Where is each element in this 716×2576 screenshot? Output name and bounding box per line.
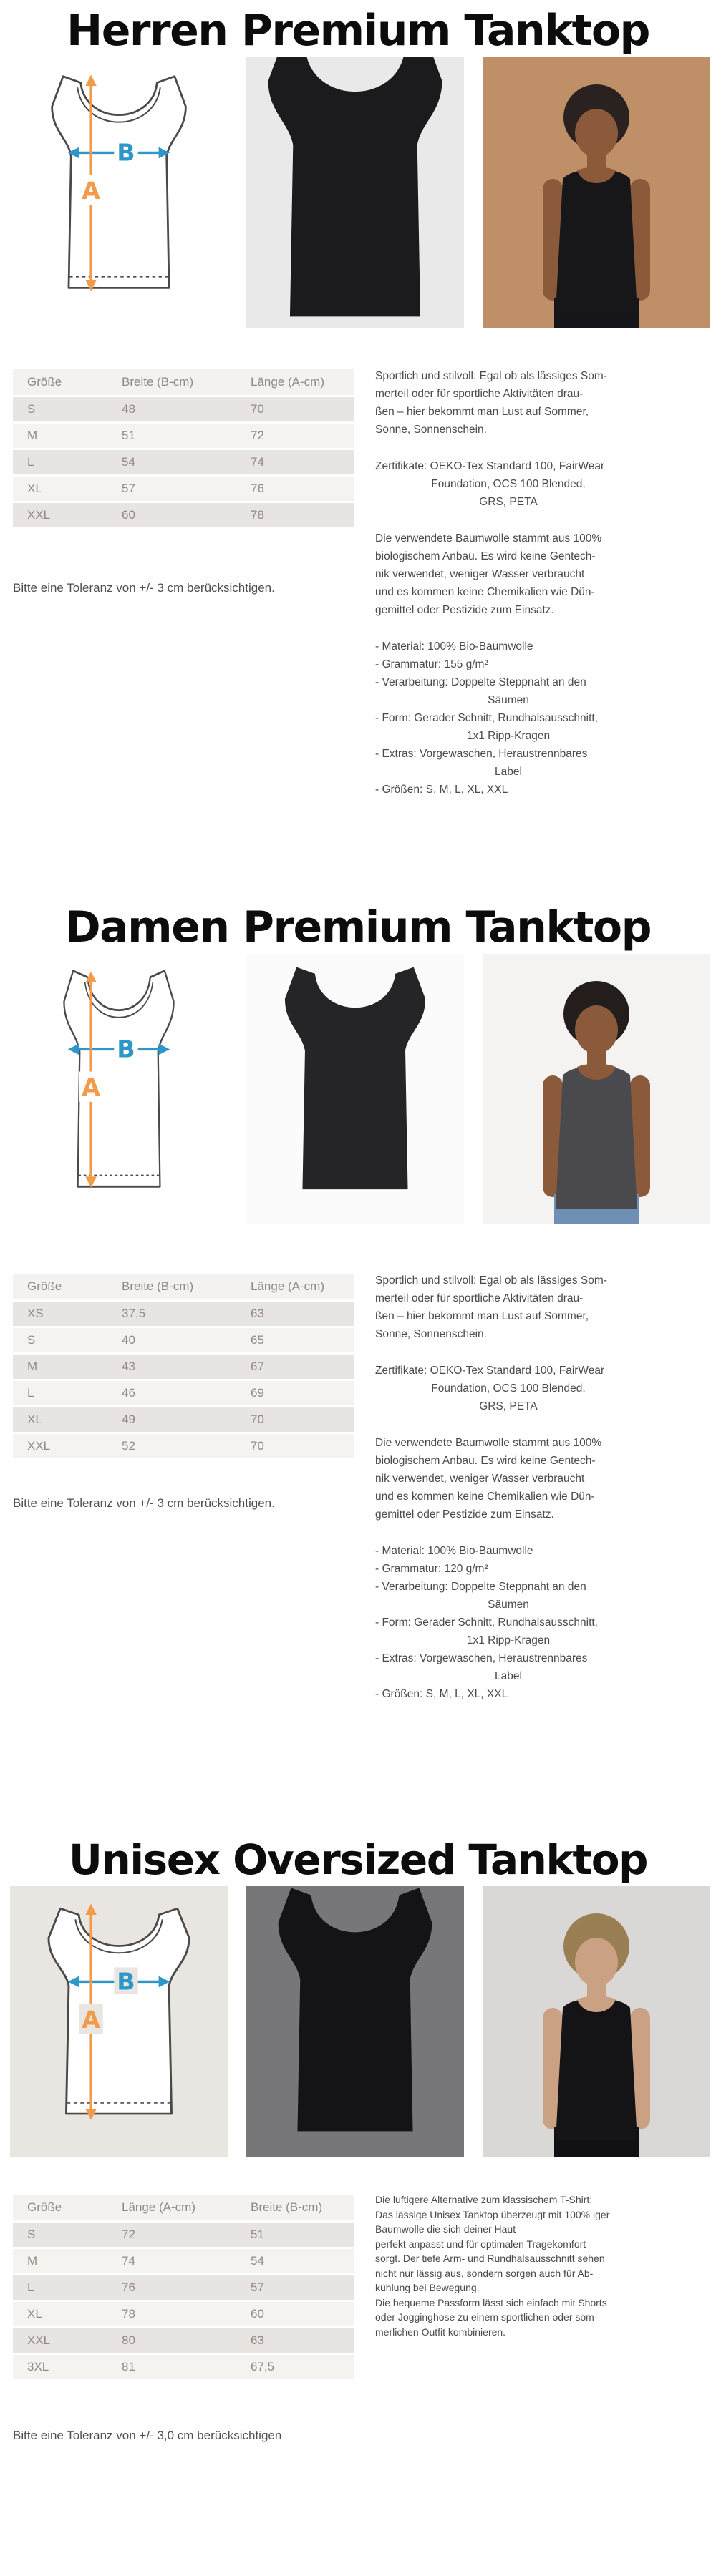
model-tanktop [556,1066,637,1209]
table-cell: 52 [122,1434,251,1458]
table-cell: L [13,450,122,474]
table-cell: 78 [122,2302,251,2326]
table-cell: S [13,2223,122,2247]
description-line: Die luftigere Alternative zum klassischem T-Shirt: [375,2194,593,2205]
table-cell: 76 [251,477,354,501]
column-header: Länge (A-cm) [251,369,354,395]
description-line: - Verarbeitung: Doppelte Steppnaht an den [375,676,586,688]
model-head [575,109,618,157]
description-line: 1x1 Ripp-Kragen [466,1634,551,1646]
tolerance-note: Bitte eine Toleranz von +/- 3 cm berücksichtigen. [13,581,275,595]
description-line: Label [495,766,522,778]
product-photo-graphic [246,954,464,1224]
description-line: Sportlich und stilvoll: Egal ob als lässiges Som- [375,1274,607,1287]
table-cell: S [13,1328,122,1352]
description-line: - Material: 100% Bio-Baumwolle [375,640,533,653]
table-cell: 46 [122,1381,251,1405]
measure-label-a: A [82,176,100,205]
size-table-header-row [13,1274,354,1299]
description-line: Foundation, OCS 100 Blended, [431,478,586,490]
size-table [13,1272,354,1460]
table-cell: XXL [13,503,122,527]
tanktop-silhouette [268,57,442,316]
size-table-header-row [13,369,354,395]
description-line: - Größen: S, M, L, XL, XXL [375,1688,508,1700]
tolerance-note: Bitte eine Toleranz von +/- 3 cm berücksichtigen. [13,1496,275,1510]
model-photo-image [483,1886,710,2157]
measure-label-a: A [82,2005,100,2034]
table-cell: 72 [122,2223,251,2247]
size-diagram-graphic [10,57,228,328]
model-photo-graphic [483,954,710,1224]
description-line: gemittel oder Pestizide zum Einsatz. [375,604,554,616]
table-cell: 76 [122,2275,251,2300]
table-cell: 70 [251,397,354,421]
table-cell: XXL [13,2328,122,2353]
product-photo-graphic [246,57,464,328]
column-header: Größe [13,369,122,395]
product-description [375,1272,642,1703]
model-head [575,1005,618,1054]
table-row [13,2275,354,2300]
table-row [13,450,354,474]
column-header: Länge (A-cm) [122,2195,251,2220]
column-header: Größe [13,2195,122,2220]
product-description [375,367,642,799]
table-cell: XXL [13,1434,122,1458]
description-line: - Größen: S, M, L, XL, XXL [375,784,508,796]
table-row [13,2355,354,2379]
measure-label-b: B [117,1967,135,1996]
size-diagram-image [10,1886,228,2157]
table-row [13,1302,354,1326]
table-row [13,1434,354,1458]
column-header: Breite (B-cm) [122,369,251,395]
description-line: Zertifikate: OEKO-Tex Standard 100, FairWear [375,1365,605,1377]
size-table [13,2192,354,2381]
table-cell: 67,5 [251,2355,354,2379]
model-photo-graphic [483,1886,710,2157]
description-line: - Material: 100% Bio-Baumwolle [375,1545,533,1557]
tanktop-silhouette [279,1888,432,2131]
table-row [13,1407,354,1432]
table-cell: M [13,1355,122,1379]
description-line: und es kommen keine Chemikalien wie Dün- [375,1491,595,1503]
description-line: ßen – hier bekommt man Lust auf Sommer, [375,1310,589,1322]
table-cell: 60 [251,2302,354,2326]
measure-label-a: A [82,1073,100,1101]
description-line: 1x1 Ripp-Kragen [466,730,551,742]
table-cell: 51 [122,424,251,448]
table-cell: 70 [251,1434,354,1458]
description-line: Säumen [488,1599,529,1611]
table-cell: 80 [122,2328,251,2353]
description-line: merlichen Outfit kombinieren. [375,2326,506,2338]
description-line: kühlung bei Bewegung. [375,2282,480,2293]
column-header: Länge (A-cm) [251,1274,354,1299]
table-row [13,1328,354,1352]
description-line: biologischem Anbau. Es wird keine Gentech- [375,550,596,562]
table-cell: L [13,1381,122,1405]
table-cell: 51 [251,2223,354,2247]
table-row [13,424,354,448]
table-row [13,1381,354,1405]
model-photo-image [483,57,710,328]
model-photo-graphic [483,57,710,328]
section-title: Unisex Oversized Tanktop [68,1835,648,1884]
tanktop-outline [49,1908,189,2114]
product-photo-graphic [246,1886,464,2157]
table-cell: XL [13,1407,122,1432]
table-cell: 48 [122,397,251,421]
description-line: Foundation, OCS 100 Blended, [431,1382,586,1395]
product-photo-image [246,57,464,328]
table-cell: S [13,397,122,421]
column-header: Breite (B-cm) [251,2195,354,2220]
table-cell: M [13,2249,122,2273]
description-line: nik verwendet, weniger Wasser verbraucht [375,1473,585,1485]
model-photo-image [483,954,710,1224]
product-section [0,881,716,1810]
description-line: Sportlich und stilvoll: Egal ob als lässiges Som- [375,370,607,382]
product-images-row [0,57,716,328]
description-line: und es kommen keine Chemikalien wie Dün- [375,586,595,598]
tanktop-outline [52,77,186,288]
description-line: gemittel oder Pestizide zum Einsatz. [375,1508,554,1521]
description-line: Die verwendete Baumwolle stammt aus 100% [375,532,602,545]
size-diagram-graphic [10,1886,228,2157]
description-line: sorgt. Der tiefe Arm- und Rundhalsausschnitt sehen [375,2253,605,2264]
product-images-row [0,1886,716,2157]
product-images-row [0,954,716,1224]
description-line: nicht nur lässig aus, sondern sorgen auch für Ab- [375,2267,594,2279]
size-diagram-image [10,954,228,1224]
table-cell: 74 [251,450,354,474]
model-head [575,1938,618,1986]
description-line: merteil oder für sportliche Aktivitäten drau- [375,388,584,400]
table-cell: 43 [122,1355,251,1379]
product-description [375,2192,642,2339]
table-cell: 63 [251,2328,354,2353]
description-line: Sonne, Sonnenschein. [375,1328,487,1340]
product-section [0,0,716,881]
size-diagram-graphic [10,954,228,1224]
table-row [13,2249,354,2273]
description-line: Zertifikate: OEKO-Tex Standard 100, FairWear [375,460,605,472]
table-row [13,1355,354,1379]
model-tanktop [556,1999,637,2142]
table-row [13,397,354,421]
table-cell: XL [13,2302,122,2326]
size-diagram-image [10,57,228,328]
table-cell: 57 [122,477,251,501]
description-line: Das lässige Unisex Tanktop überzeugt mit 100% iger [375,2208,610,2220]
description-line: GRS, PETA [479,496,538,508]
product-photo-image [246,954,464,1224]
description-line: Die bequeme Passform lässt sich einfach mit Shorts [375,2296,607,2308]
table-cell: 63 [251,1302,354,1326]
table-cell: 60 [122,503,251,527]
table-row [13,2302,354,2326]
section-title: Damen Premium Tanktop [64,902,652,952]
description-line: - Grammatur: 155 g/m² [375,658,488,670]
table-cell: XL [13,477,122,501]
description-line: Die verwendete Baumwolle stammt aus 100% [375,1437,602,1449]
description-line: Label [495,1670,522,1682]
measure-label-b: B [117,138,135,167]
column-header: Größe [13,1274,122,1299]
table-cell: 69 [251,1381,354,1405]
table-cell: 65 [251,1328,354,1352]
table-cell: 72 [251,424,354,448]
description-line: Baumwolle die sich deiner Haut [375,2223,516,2235]
table-cell: 49 [122,1407,251,1432]
description-line: oder Jogginghose zu einem sportlichen oder som- [375,2311,598,2323]
table-cell: 78 [251,503,354,527]
table-cell: 54 [251,2249,354,2273]
model-tanktop [556,170,637,313]
table-row [13,503,354,527]
description-line: - Form: Gerader Schnitt, Rundhalsausschnitt, [375,1616,598,1629]
description-line: merteil oder für sportliche Aktivitäten drau- [375,1292,584,1304]
description-line: perfekt anpasst und für optimalen Tragekomfort [375,2238,586,2250]
description-line: Säumen [488,694,529,706]
description-line: ßen – hier bekommt man Lust auf Sommer, [375,406,589,418]
size-table [13,367,354,530]
table-cell: 57 [251,2275,354,2300]
tolerance-note: Bitte eine Toleranz von +/- 3,0 cm berücksichtigen [13,2429,282,2442]
description-line: - Grammatur: 120 g/m² [375,1563,488,1575]
product-photo-image [246,1886,464,2157]
table-cell: 40 [122,1328,251,1352]
size-table-header-row [13,2195,354,2220]
tanktop-silhouette [285,967,425,1190]
table-cell: 37,5 [122,1302,251,1326]
description-line: Sonne, Sonnenschein. [375,424,487,436]
description-line: biologischem Anbau. Es wird keine Gentech- [375,1455,596,1467]
description-line: - Form: Gerader Schnitt, Rundhalsausschnitt, [375,712,598,724]
table-cell: 81 [122,2355,251,2379]
table-row [13,2223,354,2247]
table-cell: 74 [122,2249,251,2273]
measure-label-b: B [117,1035,135,1063]
table-cell: L [13,2275,122,2300]
table-row [13,477,354,501]
description-line: - Verarbeitung: Doppelte Steppnaht an den [375,1581,586,1593]
column-header: Breite (B-cm) [122,1274,251,1299]
section-title: Herren Premium Tanktop [66,6,649,56]
table-row [13,2328,354,2353]
product-section [0,1810,716,2576]
table-cell: 67 [251,1355,354,1379]
table-cell: XS [13,1302,122,1326]
table-cell: 54 [122,450,251,474]
description-line: - Extras: Vorgewaschen, Heraustrennbares [375,748,588,760]
description-line: nik verwendet, weniger Wasser verbraucht [375,568,585,580]
table-cell: 3XL [13,2355,122,2379]
table-cell: 70 [251,1407,354,1432]
description-line: GRS, PETA [479,1400,538,1413]
table-cell: M [13,424,122,448]
description-line: - Extras: Vorgewaschen, Heraustrennbares [375,1652,588,1664]
